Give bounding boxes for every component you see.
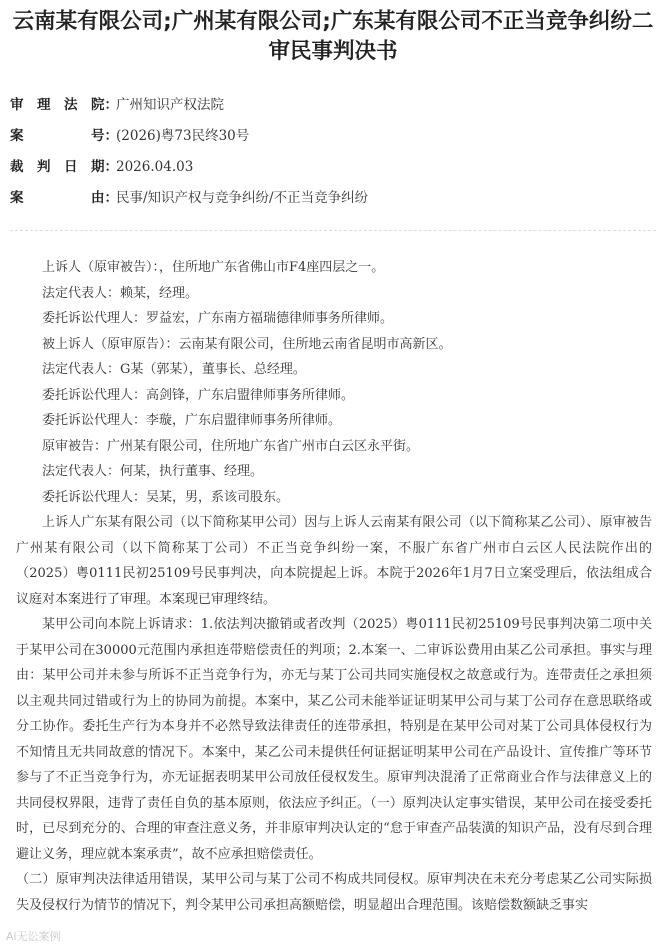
case-meta: [0, 97, 666, 221]
appeal-claims-paragraph: 某甲公司向本院上诉请求：1.依法判决撤销或者改判（2025）粤0111民初25109号民事判决第二项中关于某甲公司在30000元范围内承担连带赔偿责任的判项；2.本案一、二审诉讼费用由某乙公司承担。事实与理由：某甲公司并未参与所诉不正当竞争行为，亦无与某丁公司共同实施侵权之故意或行为。连带责任之承担须以主观共同过错或行为上的协同为前提。本案中，某乙公司未能举证证明某甲公司与某丁公司存在意思联络或分工协作。委托生产行为本身并不必然导致法律责任的连带承担，特别是在某甲公司对某丁公司具体侵权行为不知情且无共同故意的情况下。本案中，某乙公司未提供任何证据证明某甲公司在产品设计、宣传推广等环节参与了不正当竞争行为，亦无证据表明某甲公司放任侵权发生。原审判决混淆了正常商业合作与法律意义上的共同侵权界限，违背了责任自负的基本原则，依法应予纠正。（一）原判决认定事实错误，某甲公司在接受委托时，已尽到充分的、合理的审查注意义务，并非原审判决认定的“怠于审查产品装潢的知识产品，没有尽到合理避让义务，理应就本案承责”，故不应承担赔偿责任。: [16, 617, 652, 862]
section-divider: [10, 230, 656, 231]
court-value: 广州知识产权法院: [116, 97, 224, 113]
cause-label: 案 由：: [10, 190, 118, 206]
meta-row-case-no: [10, 128, 656, 159]
case-no-value: (2026)粤73民终30号: [116, 128, 250, 144]
document-title: 云南某有限公司;广州某有限公司;广东某有限公司不正当竞争纠纷二审民事判决书: [12, 9, 654, 64]
site-watermark: Ai无讼案例: [6, 930, 61, 943]
party-paragraph: 被上诉人（原审原告）：云南某有限公司，住所地云南省昆明市高新区。: [42, 336, 452, 352]
meta-row-court: [10, 97, 656, 128]
party-paragraph: 法定代表人：何某，执行董事、经理。: [42, 464, 264, 479]
party-paragraph: 法定代表人：赖某，经理。: [42, 285, 199, 301]
procedure-paragraph: 上诉人广东某有限公司（以下简称某甲公司）因与上诉人云南某有限公司（以下简称某乙公司）、原审被告广州某有限公司（以下简称某丁公司）不正当竞争纠纷一案，不服广东省广州市白云区人民法院作出的（2025）粤0111民初25109号民事判决，向本院提起上诉。本院于2026年1月7日立案受理后，依法组成合议庭对本案进行了审理。本案现已审理终结。: [16, 515, 652, 607]
party-paragraph: 委托诉讼代理人：罗益宏，广东南方福瑞德律师事务所律师。: [42, 311, 394, 326]
date-value: 2026.04.03: [116, 159, 194, 175]
date-label: 裁 判 日 期：: [10, 159, 118, 175]
party-paragraph: 委托诉讼代理人：高剑锋，广东启盟律师事务所律师。: [42, 387, 355, 403]
judgment-body: [0, 255, 666, 918]
party-paragraph: 法定代表人：G某（郭某），董事长、总经理。: [42, 362, 306, 377]
court-label: 审 理 法 院：: [10, 97, 118, 113]
appeal-reason-paragraph: （二）原审判决法律适用错误，某甲公司与某丁公司不构成共同侵权。原审判决在未充分考虑某乙公司实际损失及侵权行为情节的情况下，判令某甲公司承担高额赔偿，明显超出合理范围。该赔偿数额缺乏事实: [16, 872, 652, 913]
case-no-label: 案 号：: [10, 128, 118, 144]
party-paragraph: 上诉人（原审被告）：，住所地广东省佛山市F4座四层之一。: [42, 260, 385, 275]
meta-row-date: [10, 159, 656, 190]
cause-value: 民事/知识产权与竞争纠纷/不正当竞争纠纷: [116, 190, 369, 206]
party-paragraph: 委托诉讼代理人：吴某，男，系该司股东。: [42, 489, 290, 505]
party-paragraph: 委托诉讼代理人：李璇，广东启盟律师事务所律师。: [42, 413, 342, 428]
meta-row-cause: [10, 190, 656, 221]
party-paragraph: 原审被告：广州某有限公司，住所地广东省广州市白云区永平街。: [42, 438, 420, 454]
